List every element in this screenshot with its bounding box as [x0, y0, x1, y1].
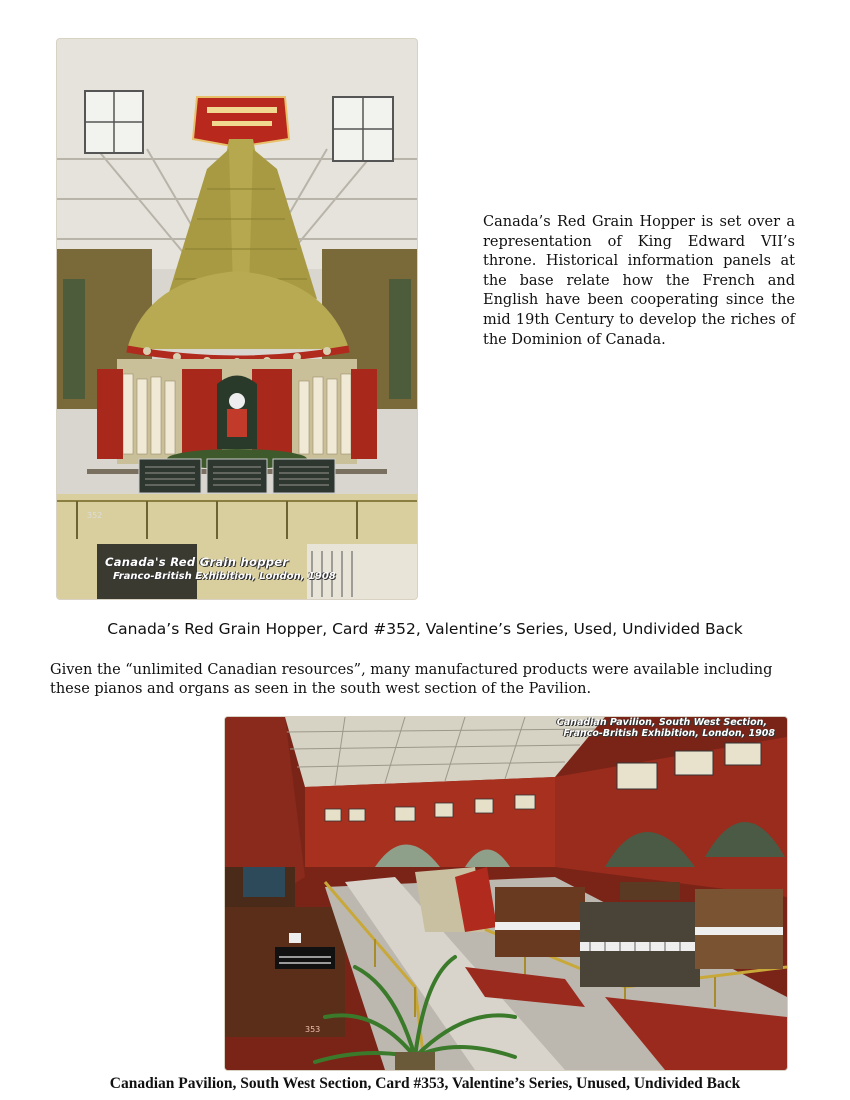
pavilion-illustration	[225, 717, 787, 1070]
postcard-canadian-pavilion	[225, 717, 787, 1070]
card-overlay-title: Canada's Red Grain hopper	[105, 554, 289, 569]
postcard-red-grain-hopper	[57, 39, 417, 599]
card2-caption: Canadian Pavilion, South West Section, Card #353, Valentine’s Series, Unused, Undivided Back	[109, 1075, 741, 1092]
card-overlay-subtitle: Franco-British Exhibition, London, 1908	[563, 728, 775, 739]
card-overlay-title: Canadian Pavilion, South West Section,	[556, 717, 767, 728]
card-overlay-subtitle: Franco-British Exhibition, London, 1908	[113, 570, 336, 582]
pavilion-paragraph: Given the “unlimited Canadian resources”, many manufactured products were available including these pianos and organs as seen in the south west section of the Pavilion.	[50, 662, 773, 697]
card1-caption: Canada’s Red Grain Hopper, Card #352, Valentine’s Series, Used, Undivided Back	[107, 620, 743, 638]
card-number: 353	[305, 1025, 321, 1034]
grain-hopper-illustration	[57, 39, 417, 599]
card-number: 352	[87, 511, 103, 520]
hopper-description: Canada’s Red Grain Hopper is set over a representation of King Edward VII’s throne. Historical information panels at the base relate how the French and English have been cooperating since the mid 19th Century to develop the riches of the Dominion of Canada.	[483, 214, 795, 348]
